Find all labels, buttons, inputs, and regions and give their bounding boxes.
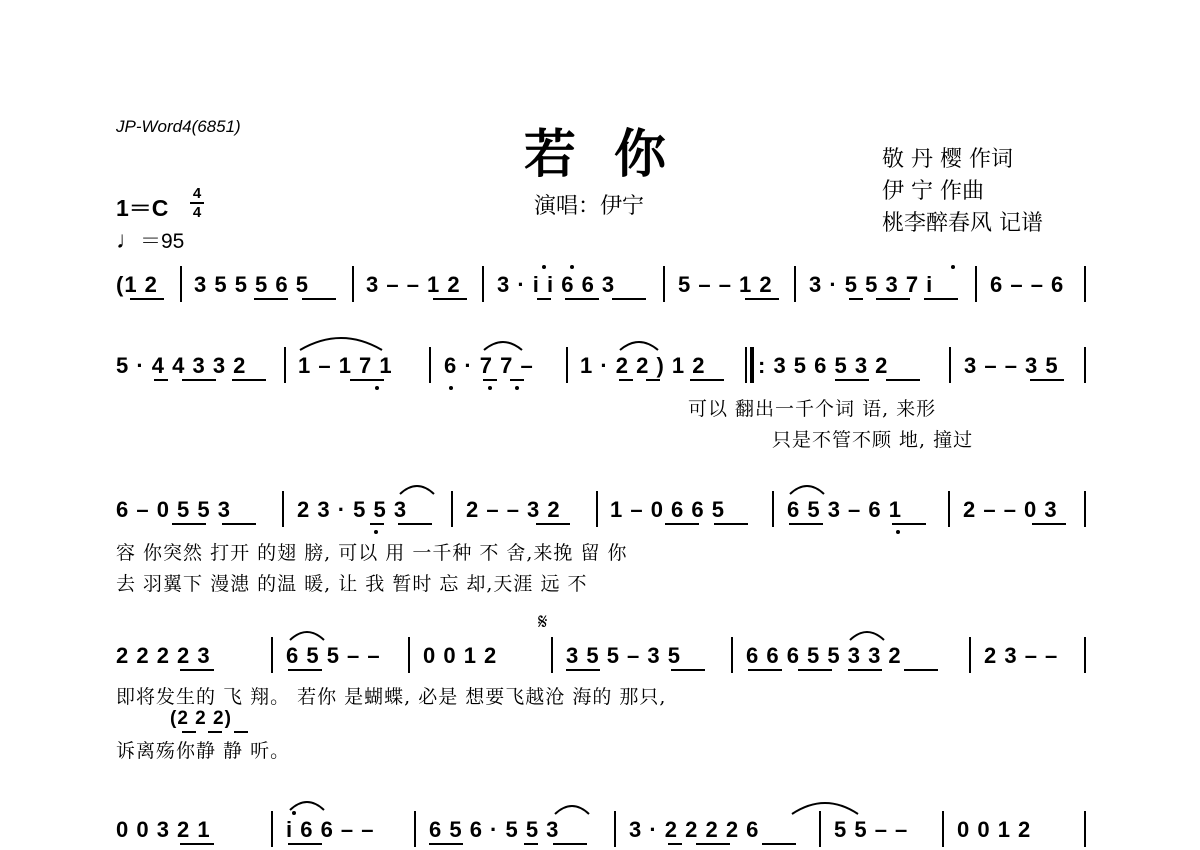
measure: 2 2 2 2 3	[116, 643, 211, 668]
lyrics-verse-2: 去 羽翼下 漫漶 的温 暖, 让 我 暂时 忘 却,天涯 远 不	[116, 573, 588, 595]
beam-underline	[762, 843, 796, 845]
barline	[1084, 491, 1086, 527]
lyrics-verse-2: 只是不管不顾 地, 撞过	[772, 429, 974, 451]
beam-underline	[429, 843, 463, 845]
lyrics-alt-notes: (2 2 2)	[170, 708, 232, 729]
measure: 3 5 5 5 6 5	[194, 272, 309, 297]
beam-underline	[924, 298, 958, 300]
beam-underline	[222, 523, 256, 525]
tie-arc	[480, 336, 526, 354]
measure: 3 – – 1 2	[366, 272, 461, 297]
beam-underline	[370, 523, 384, 525]
measure: 3 · 5 5 3 7 i	[809, 272, 934, 297]
barline	[271, 811, 273, 847]
lyricist-credit: 敬 丹 樱 作词	[882, 147, 1013, 172]
source-label: JP-Word4(6851)	[116, 117, 241, 136]
measure: 2 3 – –	[984, 643, 1059, 668]
measure: 1 – 1 7 1	[298, 353, 393, 378]
beam-underline	[553, 843, 587, 845]
beam-underline	[398, 523, 432, 525]
beam-underline	[671, 669, 705, 671]
time-sig-bottom: 4	[192, 204, 202, 221]
beam-underline	[566, 669, 600, 671]
measure: 5 – – 1 2	[678, 272, 773, 297]
slur-arc	[846, 626, 888, 644]
key-signature: 1＝C	[116, 195, 169, 221]
beam-underline	[886, 379, 920, 381]
time-sig-top: 4	[192, 185, 202, 202]
transcriber-credit: 桃李醉春风 记谱	[882, 211, 1043, 236]
composer-credit: 伊 宁 作曲	[882, 179, 984, 204]
slur-arc	[286, 626, 328, 644]
slur-arc	[396, 480, 438, 498]
tie-arc	[616, 336, 662, 354]
beam-underline	[302, 298, 336, 300]
barline	[1084, 811, 1086, 847]
high-octave-dot	[542, 265, 546, 269]
beam-underline	[714, 523, 748, 525]
measure: 5 · 4 4 3 3 2	[116, 353, 247, 378]
measure: 6 – – 6	[990, 272, 1065, 297]
beam-underline	[154, 379, 168, 381]
beam-underline	[208, 731, 222, 733]
beam-underline	[876, 298, 910, 300]
high-octave-dot	[570, 265, 574, 269]
barline	[614, 811, 616, 847]
beam-underline	[180, 843, 214, 845]
barline	[352, 266, 354, 302]
measure: 6 – 0 5 5 3	[116, 497, 231, 522]
low-octave-dot	[488, 386, 492, 390]
beam-underline	[288, 669, 322, 671]
low-octave-dot	[374, 530, 378, 534]
beam-underline	[182, 731, 196, 733]
beam-underline	[130, 298, 164, 300]
barline	[969, 637, 971, 673]
measure: 6 5 5 – –	[286, 643, 381, 668]
barline	[949, 347, 951, 383]
beam-underline	[536, 523, 570, 525]
slur-arc	[286, 796, 328, 814]
measure: 2 3 · 5 5 3	[297, 497, 408, 522]
measure: i 6 6 – –	[286, 817, 375, 842]
beam-underline	[789, 523, 823, 525]
beam-underline	[524, 843, 538, 845]
song-title: 若 你	[523, 124, 677, 185]
lyrics-verse-1: 即将发生的 飞 翔。 若你 是蝴蝶, 必是 想要飞越沧 海的 那只,	[116, 686, 667, 708]
singer-credit: 演唱：伊宁	[534, 194, 645, 219]
beam-underline	[798, 669, 832, 671]
barline	[429, 347, 431, 383]
measure: 0 0 1 2	[423, 643, 498, 668]
beam-underline	[848, 669, 882, 671]
beam-underline	[350, 379, 384, 381]
slur-arc	[296, 330, 386, 354]
beam-underline	[180, 669, 214, 671]
barline	[794, 266, 796, 302]
beam-underline	[835, 379, 869, 381]
beam-underline	[690, 379, 724, 381]
low-octave-dot	[515, 386, 519, 390]
barline	[745, 347, 747, 383]
beam-underline	[288, 843, 322, 845]
low-octave-dot	[449, 386, 453, 390]
barline	[451, 491, 453, 527]
barline	[271, 637, 273, 673]
barline	[1084, 347, 1086, 383]
tie-arc	[788, 796, 862, 818]
beam-underline	[510, 379, 524, 381]
measure: : 3 5 6 5 3 2	[758, 353, 889, 378]
barline	[1084, 266, 1086, 302]
measure: 3 · i i 6 6 3	[497, 272, 616, 297]
slur-arc	[551, 800, 593, 818]
beam-underline	[537, 298, 551, 300]
lyrics-verse-1: 可以 翻出一千个词 语, 来形	[688, 398, 937, 420]
beam-underline	[1032, 523, 1066, 525]
measure: 0 0 1 2	[957, 817, 1032, 842]
measure: (1 2	[116, 272, 158, 297]
measure: 0 0 3 2 1	[116, 817, 211, 842]
barline	[284, 347, 286, 383]
beam-underline	[232, 379, 266, 381]
measure: 2 – – 3 2	[466, 497, 561, 522]
barline	[408, 637, 410, 673]
beam-underline	[483, 379, 497, 381]
beam-underline	[1030, 379, 1064, 381]
barline	[942, 811, 944, 847]
barline	[975, 266, 977, 302]
beam-underline	[748, 669, 782, 671]
beam-underline	[612, 298, 646, 300]
segno-icon: 𝄋	[538, 610, 548, 635]
beam-underline	[619, 379, 633, 381]
barline	[948, 491, 950, 527]
measure: 2 – – 0 3	[963, 497, 1058, 522]
beam-underline	[254, 298, 288, 300]
tempo-marking	[116, 225, 184, 255]
slur-arc	[786, 480, 828, 498]
barline	[663, 266, 665, 302]
measure: 1 – 0 6 6 5	[610, 497, 725, 522]
beam-underline	[646, 379, 660, 381]
beam-underline	[665, 523, 699, 525]
measure: 3 · 2 2 2 2 6	[629, 817, 760, 842]
barline	[772, 491, 774, 527]
measure: 6 6 6 5 5 3 3 2	[746, 643, 902, 668]
barline	[731, 637, 733, 673]
low-octave-dot	[375, 386, 379, 390]
lyrics-verse-2: 诉离殇你静 静 听。	[116, 740, 291, 762]
lyrics-verse-1: 容 你突然 打开 的翅 膀, 可以 用 一千种 不 舍,来挽 留 你	[116, 542, 628, 564]
beam-underline	[745, 298, 779, 300]
repeat-barline	[750, 347, 754, 383]
beam-underline	[234, 731, 248, 733]
beam-underline	[849, 298, 863, 300]
measure: 6 · 7 7 –	[444, 353, 534, 378]
beam-underline	[433, 298, 467, 300]
quarter-note-icon: ♩	[116, 227, 140, 254]
beam-underline	[904, 669, 938, 671]
barline	[414, 811, 416, 847]
measure: 6 5 6 · 5 5 3	[429, 817, 560, 842]
measure: 6 5 3 – 6 1	[787, 497, 902, 522]
barline	[482, 266, 484, 302]
high-octave-dot	[951, 265, 955, 269]
barline	[566, 347, 568, 383]
measure: 3 – – 3 5	[964, 353, 1059, 378]
low-octave-dot	[896, 530, 900, 534]
beam-underline	[565, 298, 599, 300]
barline	[1084, 637, 1086, 673]
time-signature	[190, 186, 204, 220]
beam-underline	[668, 843, 682, 845]
barline	[180, 266, 182, 302]
measure: 3 5 5 – 3 5	[566, 643, 681, 668]
beam-underline	[182, 379, 216, 381]
beam-underline	[696, 843, 730, 845]
beam-underline	[892, 523, 926, 525]
barline	[596, 491, 598, 527]
measure: 1 · 2 2 ) 1 2	[580, 353, 706, 378]
tempo-value: ＝95	[140, 230, 185, 253]
measure: 5 5 – –	[834, 817, 909, 842]
barline	[282, 491, 284, 527]
beam-underline	[172, 523, 206, 525]
barline	[551, 637, 553, 673]
